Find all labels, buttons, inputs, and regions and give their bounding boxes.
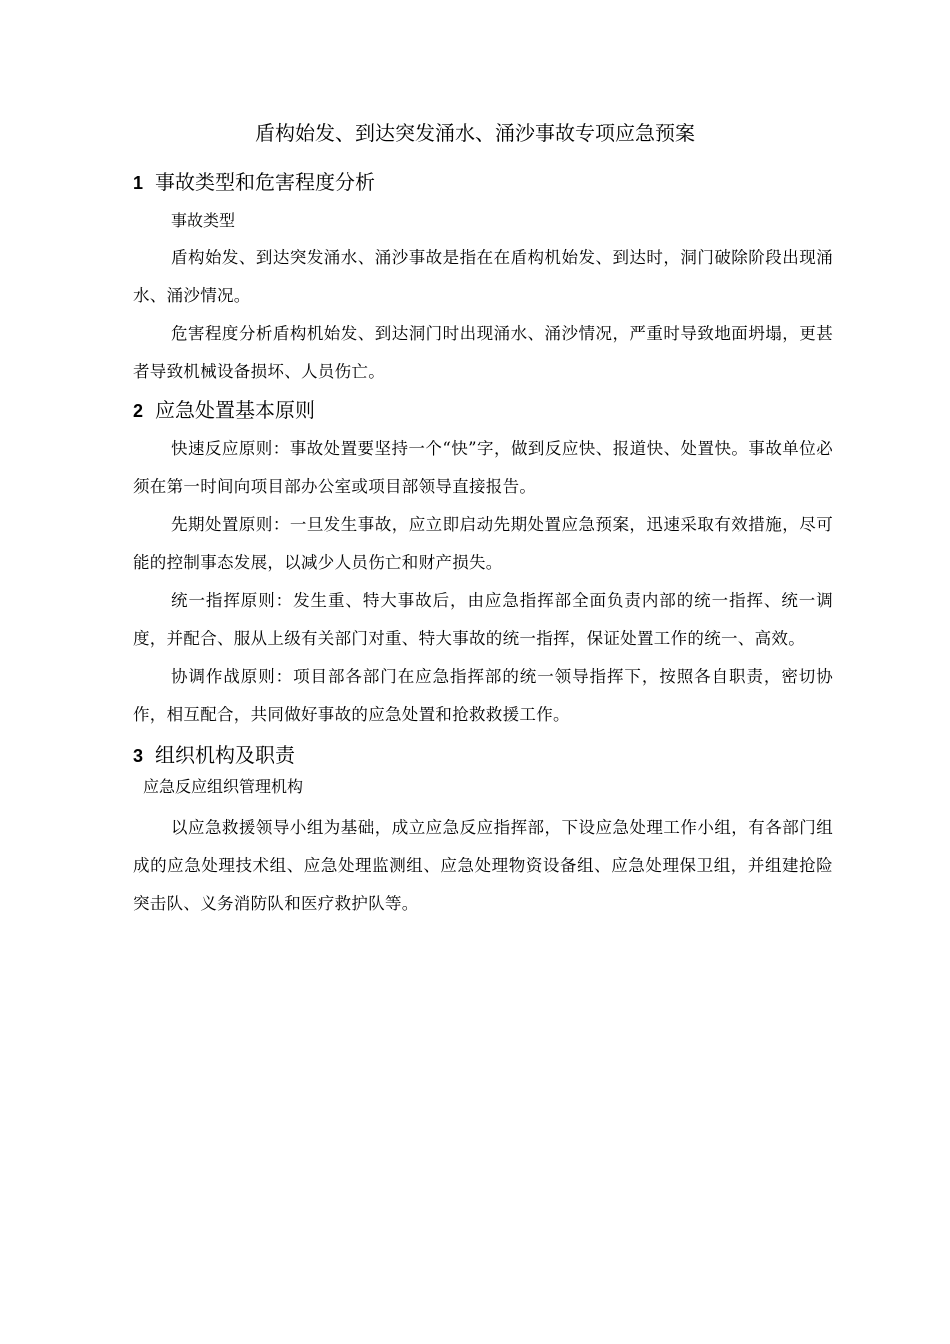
section-1-heading — [133, 167, 833, 198]
document-title: 盾构始发、到达突发涌水、涌沙事故专项应急预案 — [255, 121, 695, 145]
paragraph: 危害程度分析盾构机始发、到达洞门时出现涌水、涌沙情况，严重时导致地面坍塌，更甚者导致机械设备损坏、人员伤亡。 — [133, 324, 833, 381]
paragraph: 盾构始发、到达突发涌水、涌沙事故是指在在盾构机始发、到达时，洞门破除阶段出现涌水、涌沙情况。 — [133, 248, 833, 305]
section-2-heading — [133, 395, 833, 426]
subheading-org-structure: 应急反应组织管理机构 — [143, 777, 304, 796]
paragraph: 统一指挥原则：发生重、特大事故后，由应急指挥部全面负责内部的统一指挥、统一调度，并配合、服从上级有关部门对重、特大事故的统一指挥，保证处置工作的统一、高效。 — [133, 591, 833, 648]
document-body — [133, 165, 833, 923]
section-number: 3 — [133, 746, 144, 766]
section-number: 1 — [133, 173, 144, 193]
section-title: 事故类型和危害程度分析 — [155, 170, 375, 194]
section-3-heading — [133, 740, 833, 771]
paragraph: 先期处置原则：一旦发生事故，应立即启动先期处置应急预案，迅速采取有效措施，尽可能的控制事态发展，以减少人员伤亡和财产损失。 — [133, 515, 833, 572]
section-number: 2 — [133, 401, 144, 421]
paragraph: 协调作战原则：项目部各部门在应急指挥部的统一领导指挥下，按照各自职责，密切协作，相互配合，共同做好事故的应急处置和抢救救援工作。 — [133, 667, 833, 724]
section-title: 应急处置基本原则 — [155, 398, 315, 422]
section-title: 组织机构及职责 — [155, 743, 295, 767]
paragraph: 快速反应原则：事故处置要坚持一个“快”字，做到反应快、报道快、处置快。事故单位必须在第一时间向项目部办公室或项目部领导直接报告。 — [133, 439, 833, 496]
paragraph: 以应急救援领导小组为基础，成立应急反应指挥部，下设应急处理工作小组，有各部门组成的应急处理技术组、应急处理监测组、应急处理物资设备组、应急处理保卫组，并组建抢险突击队、义务消防队和医疗救护队等。 — [133, 818, 833, 913]
subheading-accident-type: 事故类型 — [171, 211, 236, 230]
